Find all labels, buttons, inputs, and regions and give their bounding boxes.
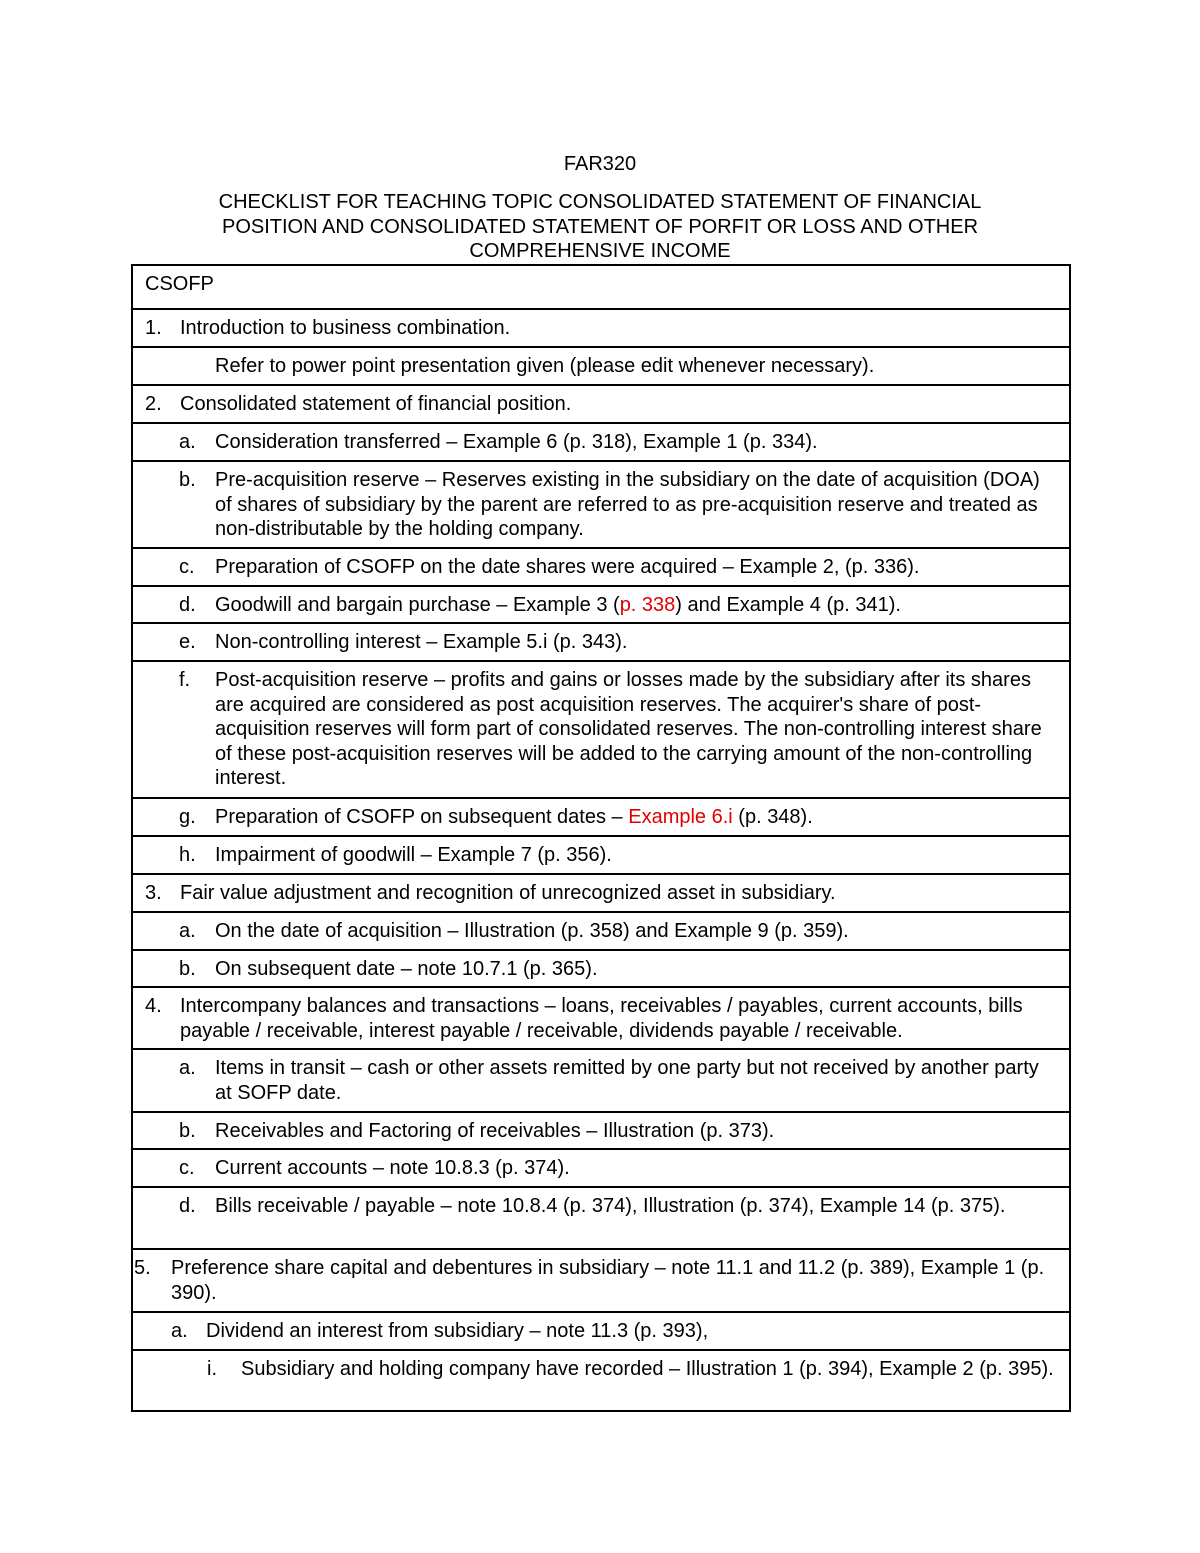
item-text: Dividend an interest from subsidiary – note 11.3 (p. 393), bbox=[206, 1320, 709, 1342]
item-marker: f. bbox=[179, 669, 191, 691]
table-row bbox=[133, 1349, 1069, 1410]
table-row bbox=[133, 1148, 1069, 1186]
item-text: Items in transit – cash or other assets remitted by one party but not received by another party at SOFP date. bbox=[215, 1057, 1039, 1104]
item-marker: h. bbox=[179, 844, 196, 866]
item-text: Bills receivable / payable – note 10.8.4 (p. 374), Illustration (p. 374), Example 14 (p. 375). bbox=[215, 1195, 1006, 1217]
table-row bbox=[133, 346, 1069, 384]
table-row bbox=[133, 1048, 1069, 1111]
item-marker: a. bbox=[179, 920, 196, 942]
item-marker: e. bbox=[179, 631, 196, 653]
table-row bbox=[133, 1186, 1069, 1248]
item-marker: a. bbox=[179, 1057, 196, 1079]
item-marker: b. bbox=[179, 469, 196, 491]
item-text: Consideration transferred – Example 6 (p. 318), Example 1 (p. 334). bbox=[215, 431, 818, 453]
item-text: Refer to power point presentation given (please edit whenever necessary). bbox=[215, 355, 875, 377]
table-row bbox=[133, 986, 1069, 1048]
item-text: Intercompany balances and transactions – loans, receivables / payables, current accounts, bills payable / receivable, interest payable / receivable, dividends payable / receivable. bbox=[180, 995, 1023, 1042]
table-row bbox=[133, 422, 1069, 460]
item-marker: i. bbox=[207, 1358, 217, 1380]
item-text-part: ) and Example 4 (p. 341). bbox=[675, 594, 901, 616]
item-text: Current accounts – note 10.8.3 (p. 374). bbox=[215, 1157, 570, 1179]
item-text bbox=[215, 593, 1055, 618]
item-text-part: (p. 348). bbox=[732, 806, 813, 828]
checklist-header: CSOFP bbox=[145, 273, 214, 295]
document-code: FAR320 bbox=[563, 153, 637, 175]
item-marker: a. bbox=[171, 1320, 188, 1342]
item-text: Subsidiary and holding company have recorded – Illustration 1 (p. 394), Example 2 (p. 395). bbox=[241, 1358, 1054, 1380]
item-text bbox=[215, 805, 1055, 830]
table-row bbox=[133, 911, 1069, 949]
item-text-part: Preparation of CSOFP on subsequent dates – bbox=[215, 806, 629, 828]
item-text: Non-controlling interest – Example 5.i (p. 343). bbox=[215, 631, 628, 653]
table-row bbox=[133, 460, 1069, 547]
table-row bbox=[133, 547, 1069, 585]
item-marker: 4. bbox=[145, 995, 162, 1017]
item-marker: c. bbox=[179, 556, 195, 578]
table-row bbox=[133, 1311, 1069, 1349]
item-text: Introduction to business combination. bbox=[180, 317, 511, 339]
highlighted-reference: Example 6.i bbox=[628, 806, 733, 828]
item-text: On the date of acquisition – Illustration (p. 358) and Example 9 (p. 359). bbox=[215, 920, 849, 942]
table-row bbox=[133, 1248, 1069, 1311]
table-row bbox=[133, 585, 1069, 622]
item-marker: b. bbox=[179, 1120, 196, 1142]
table-row bbox=[133, 660, 1069, 797]
table-row bbox=[133, 835, 1069, 873]
item-text: Preparation of CSOFP on the date shares were acquired – Example 2, (p. 336). bbox=[215, 556, 920, 578]
item-marker: 5. bbox=[134, 1257, 151, 1279]
item-marker: d. bbox=[179, 594, 196, 616]
item-text: Impairment of goodwill – Example 7 (p. 356). bbox=[215, 844, 612, 866]
item-text: Pre-acquisition reserve – Reserves existing in the subsidiary on the date of acquisition (DOA) of shares of subsidiary by the parent are referred to as pre-acquisition reserve and treated as non-distributable by the holding company. bbox=[215, 469, 1040, 540]
table-row bbox=[133, 797, 1069, 835]
table-row bbox=[133, 1111, 1069, 1148]
item-text: Consolidated statement of financial position. bbox=[180, 393, 572, 415]
item-marker: b. bbox=[179, 958, 196, 980]
heading-line: COMPREHENSIVE INCOME bbox=[469, 240, 731, 262]
item-text: On subsequent date – note 10.7.1 (p. 365). bbox=[215, 958, 598, 980]
item-text: Preference share capital and debentures in subsidiary – note 11.1 and 11.2 (p. 389), Example 1 (p. 390). bbox=[171, 1257, 1045, 1304]
item-text: Fair value adjustment and recognition of unrecognized asset in subsidiary. bbox=[180, 882, 836, 904]
table-row bbox=[133, 384, 1069, 422]
table-row bbox=[133, 308, 1069, 346]
item-marker: g. bbox=[179, 806, 196, 828]
item-marker: 2. bbox=[145, 393, 162, 415]
item-marker: c. bbox=[179, 1157, 195, 1179]
item-text-part: Goodwill and bargain purchase – Example 3 ( bbox=[215, 594, 620, 616]
item-marker: 1. bbox=[145, 317, 162, 339]
heading-line: POSITION AND CONSOLIDATED STATEMENT OF PORFIT OR LOSS AND OTHER bbox=[221, 215, 979, 238]
heading-line: CHECKLIST FOR TEACHING TOPIC CONSOLIDATED STATEMENT OF FINANCIAL bbox=[218, 191, 982, 213]
table-row bbox=[133, 622, 1069, 660]
checklist-table bbox=[131, 264, 1071, 1412]
item-marker: d. bbox=[179, 1195, 196, 1217]
item-marker: a. bbox=[179, 431, 196, 453]
document-heading bbox=[150, 190, 1050, 264]
item-text: Receivables and Factoring of receivables – Illustration (p. 373). bbox=[215, 1120, 775, 1142]
highlighted-reference: p. 338 bbox=[619, 594, 676, 616]
item-text: Post-acquisition reserve – profits and gains or losses made by the subsidiary after its shares are acquired are considered as post acquisition reserves. The acquirer's share of post-acquisition reserves will form part of consolidated reserves. The non-controlling interest share of these post-acquisition reserves will be added to the carrying amount of the non-controlling interest. bbox=[215, 669, 1042, 789]
checklist-header-row bbox=[133, 266, 1069, 308]
table-row bbox=[133, 873, 1069, 911]
item-marker: 3. bbox=[145, 882, 162, 904]
table-row bbox=[133, 949, 1069, 986]
